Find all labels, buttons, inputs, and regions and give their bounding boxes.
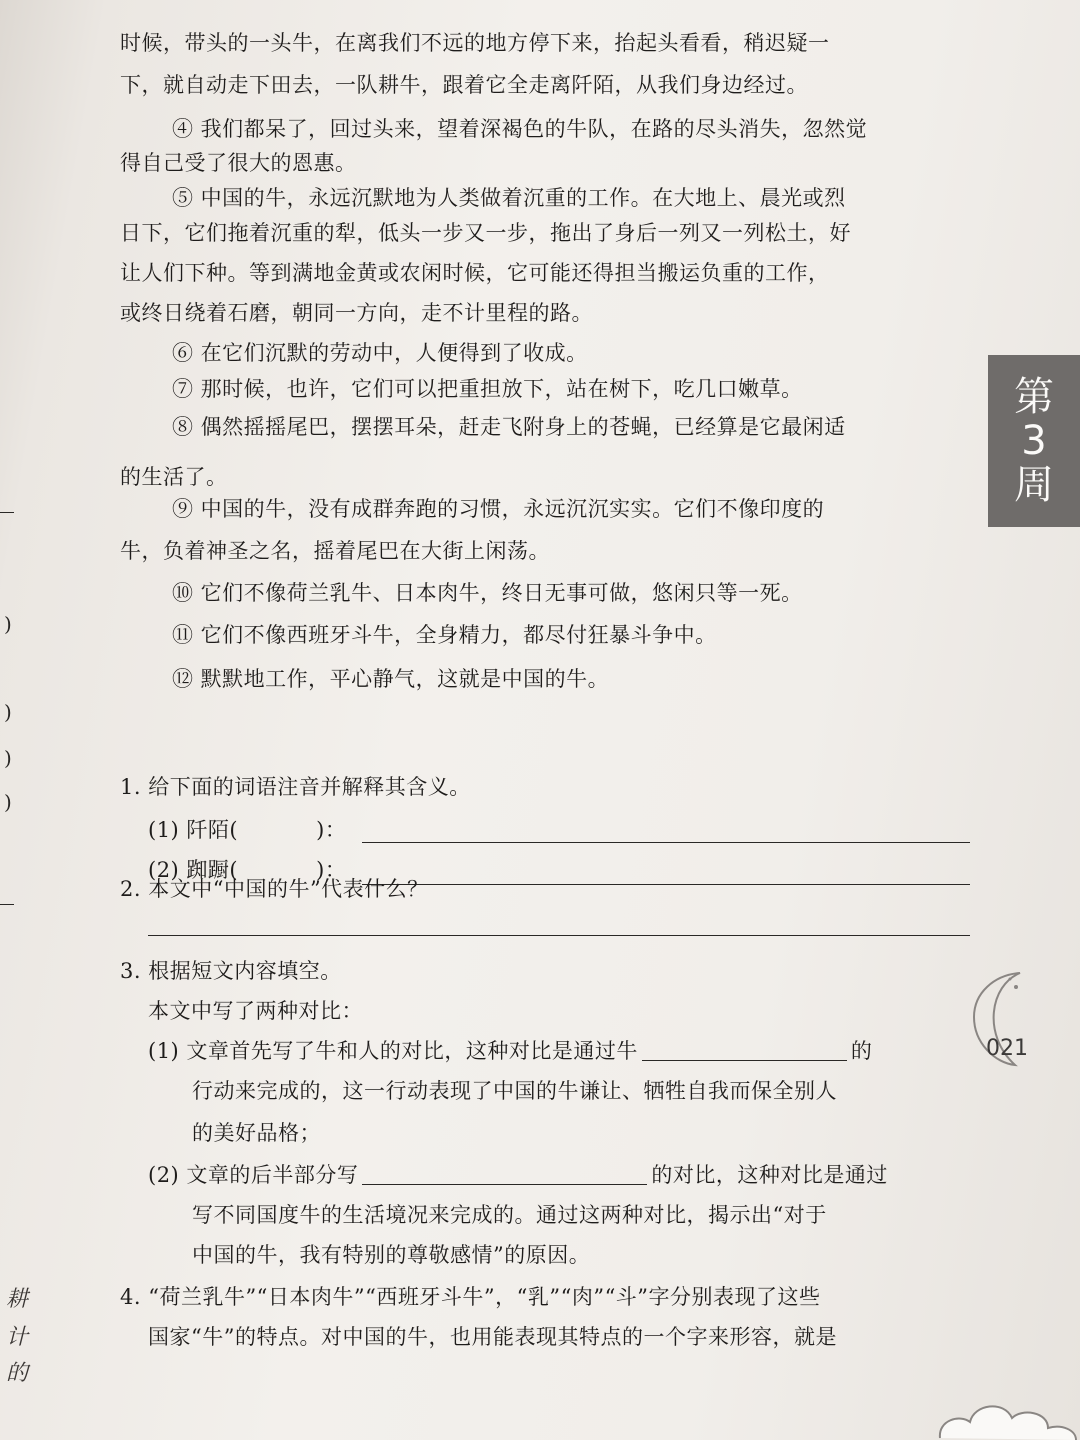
question-1-item-1 <box>148 815 346 845</box>
week-tab-char: 第 <box>1014 374 1054 420</box>
paragraph-5-line: ⑤ 中国的牛，永远沉默地为人类做着沉重的工作。在大地上、晨光或烈 <box>172 186 846 210</box>
margin-rule <box>0 904 14 905</box>
week-tab <box>988 355 1080 527</box>
passage-line: 让人们下种。等到满地金黄或农闲时候，它可能还得担当搬运负重的工作， <box>120 261 830 285</box>
question-4-cont: 国家“牛”的特点。对中国的牛，也用能表现其特点的一个字来形容，就是 <box>148 1325 837 1349</box>
item-text: 的 <box>850 1039 873 1063</box>
item-text: (2) 文章的后半部分写 <box>148 1163 359 1187</box>
passage-line: 得自己受了很大的恩惠。 <box>120 151 357 175</box>
question-1: 1. 给下面的词语注音并解释其含义。 <box>120 775 471 799</box>
fill-blank[interactable] <box>642 1038 847 1061</box>
word-label: (1) 阡陌( <box>148 818 239 842</box>
paragraph-11-line: ⑪ 它们不像西班牙斗牛，全身精力，都尽付狂暴斗争中。 <box>172 623 717 647</box>
question-2: 2. 本文中“中国的牛”代表什么？ <box>120 877 429 901</box>
question-3-item-2-cont: 中国的牛，我有特别的尊敬感情”的原因。 <box>192 1243 591 1267</box>
answer-line[interactable] <box>362 842 970 843</box>
word-close: )： <box>316 818 347 842</box>
week-tab-number: 3 <box>1021 418 1047 464</box>
passage-line: 下，就自动走下田去，一队耕牛，跟着它全走离阡陌，从我们身边经过。 <box>120 73 808 97</box>
item-text: 的对比，这种对比是通过 <box>651 1163 888 1187</box>
answer-line[interactable] <box>148 935 970 936</box>
paragraph-8-line: ⑧ 偶然摇摇尾巴，摆摆耳朵，赶走飞附身上的苍蝇，已经算是它最闲适 <box>172 415 846 439</box>
question-3-item-2 <box>148 1160 888 1190</box>
margin-paren: ) <box>4 700 12 724</box>
fill-blank[interactable] <box>362 1162 647 1185</box>
passage-line: 牛，负着神圣之名，摇着尾巴在大街上闲荡。 <box>120 539 550 563</box>
margin-paren: ) <box>4 790 12 814</box>
margin-rule <box>0 512 14 513</box>
cloud-icon <box>930 1390 1080 1440</box>
passage-line: 时候，带头的一头牛，在离我们不远的地方停下来，抬起头看看，稍迟疑一 <box>120 31 830 55</box>
paragraph-12-line: ⑫ 默默地工作，平心静气，这就是中国的牛。 <box>172 667 610 691</box>
question-3-item-1-cont: 行动来完成的，这一行动表现了中国的牛谦让、牺牲自我而保全别人 <box>192 1079 837 1103</box>
question-3-item-1 <box>148 1036 872 1066</box>
page-number: 021 <box>986 1036 1028 1061</box>
margin-paren: ) <box>4 746 12 770</box>
paragraph-4-line: ④ 我们都呆了，回过头来，望着深褐色的牛队，在路的尽头消失，忽然觉 <box>172 117 868 141</box>
question-3-item-1-cont: 的美好品格； <box>192 1121 321 1145</box>
passage-line: 日下，它们拖着沉重的犁，低头一步又一步，拖出了身后一列又一列松土，好 <box>120 221 851 245</box>
question-3-intro: 本文中写了两种对比： <box>148 999 363 1023</box>
word-label: (2) 踟蹰( <box>148 858 239 882</box>
question-3: 3. 根据短文内容填空。 <box>120 959 342 983</box>
pinyin-blank[interactable] <box>238 818 316 840</box>
margin-char: 的 <box>6 1361 29 1386</box>
question-4: 4. “荷兰乳牛”“日本肉牛”“西班牙斗牛”，“乳”“肉”“斗”字分别表现了这些 <box>120 1285 821 1309</box>
item-text: (1) 文章首先写了牛和人的对比，这种对比是通过牛 <box>148 1039 638 1063</box>
week-tab-char: 周 <box>1014 462 1054 508</box>
answer-line[interactable] <box>362 884 970 885</box>
paragraph-10-line: ⑩ 它们不像荷兰乳牛、日本肉牛，终日无事可做，悠闲只等一死。 <box>172 581 803 605</box>
question-3-item-2-cont: 写不同国度牛的生活境况来完成的。通过这两种对比，揭示出“对于 <box>192 1203 827 1227</box>
word-close: )： <box>316 858 347 882</box>
margin-char: 计 <box>6 1325 29 1350</box>
passage-line: 的生活了。 <box>120 465 228 489</box>
paragraph-7-line: ⑦ 那时候，也许，它们可以把重担放下，站在树下，吃几口嫩草。 <box>172 377 803 401</box>
margin-char: 耕 <box>6 1287 29 1312</box>
paragraph-6-line: ⑥ 在它们沉默的劳动中，人便得到了收成。 <box>172 341 588 365</box>
passage-line: 或终日绕着石磨，朝同一方向，走不计里程的路。 <box>120 301 593 325</box>
margin-paren: ) <box>4 612 12 636</box>
paragraph-9-line: ⑨ 中国的牛，没有成群奔跑的习惯，永远沉沉实实。它们不像印度的 <box>172 497 825 521</box>
